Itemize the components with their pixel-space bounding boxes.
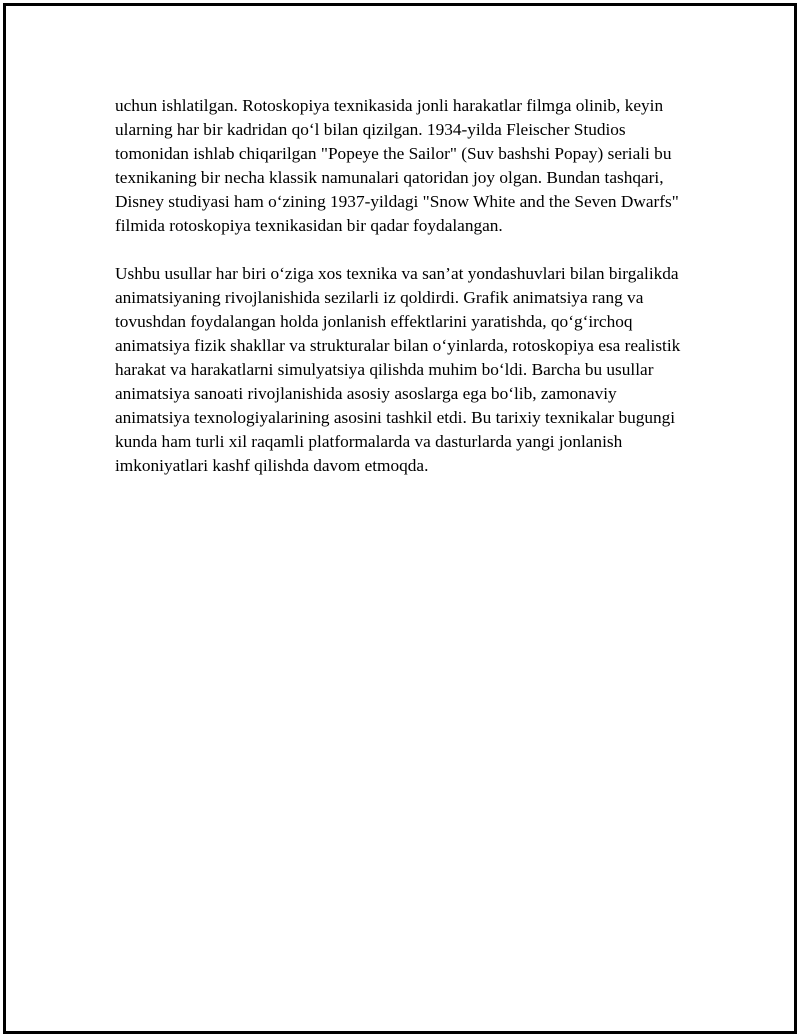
paragraph-2: Ushbu usullar har biri o‘ziga xos texnika va san’at yondashuvlari bilan birgalikda animatsiyaning rivojlanishida sezilarli iz qoldirdi. Grafik animatsiya rang va tovushdan foydalangan holda jonlanish effektlarini yaratishda, qo‘g‘irchoq animatsiya fizik shakllar va strukturalar bilan o‘yinlarda, rotoskopiya esa realistik harakat va harakatlarni simulyatsiya qilishda muhim bo‘ldi. Barcha bu usullar animatsiya sanoati rivojlanishida asosiy asoslarga ega bo‘lib, zamonaviy animatsiya texnologiyalarining asosini tashkil etdi. Bu tarixiy texnikalar bugungi kunda ham turli xil raqamli platformalarda va dasturlarda yangi jonlanish imkoniyatlari kashf qilishda davom etmoqda. — [115, 264, 681, 475]
paragraph-1: uchun ishlatilgan. Rotoskopiya texnikasida jonli harakatlar filmga olinib, keyin ularning har bir kadridan qo‘l bilan qizilgan. 1934-yilda Fleischer Studios tomonidan ishlab chiqarilgan "Popeye the Sailor" (Suv bashshi Popay) seriali bu texnikaning bir necha klassik namunalari qatoridan joy olgan. Bundan tashqari, Disney studiyasi ham o‘zining 1937-yildagi "Snow White and the Seven Dwarfs" filmida rotoskopiya texnikasidan bir qadar foydalangan. — [115, 96, 679, 235]
document-body — [115, 94, 685, 478]
